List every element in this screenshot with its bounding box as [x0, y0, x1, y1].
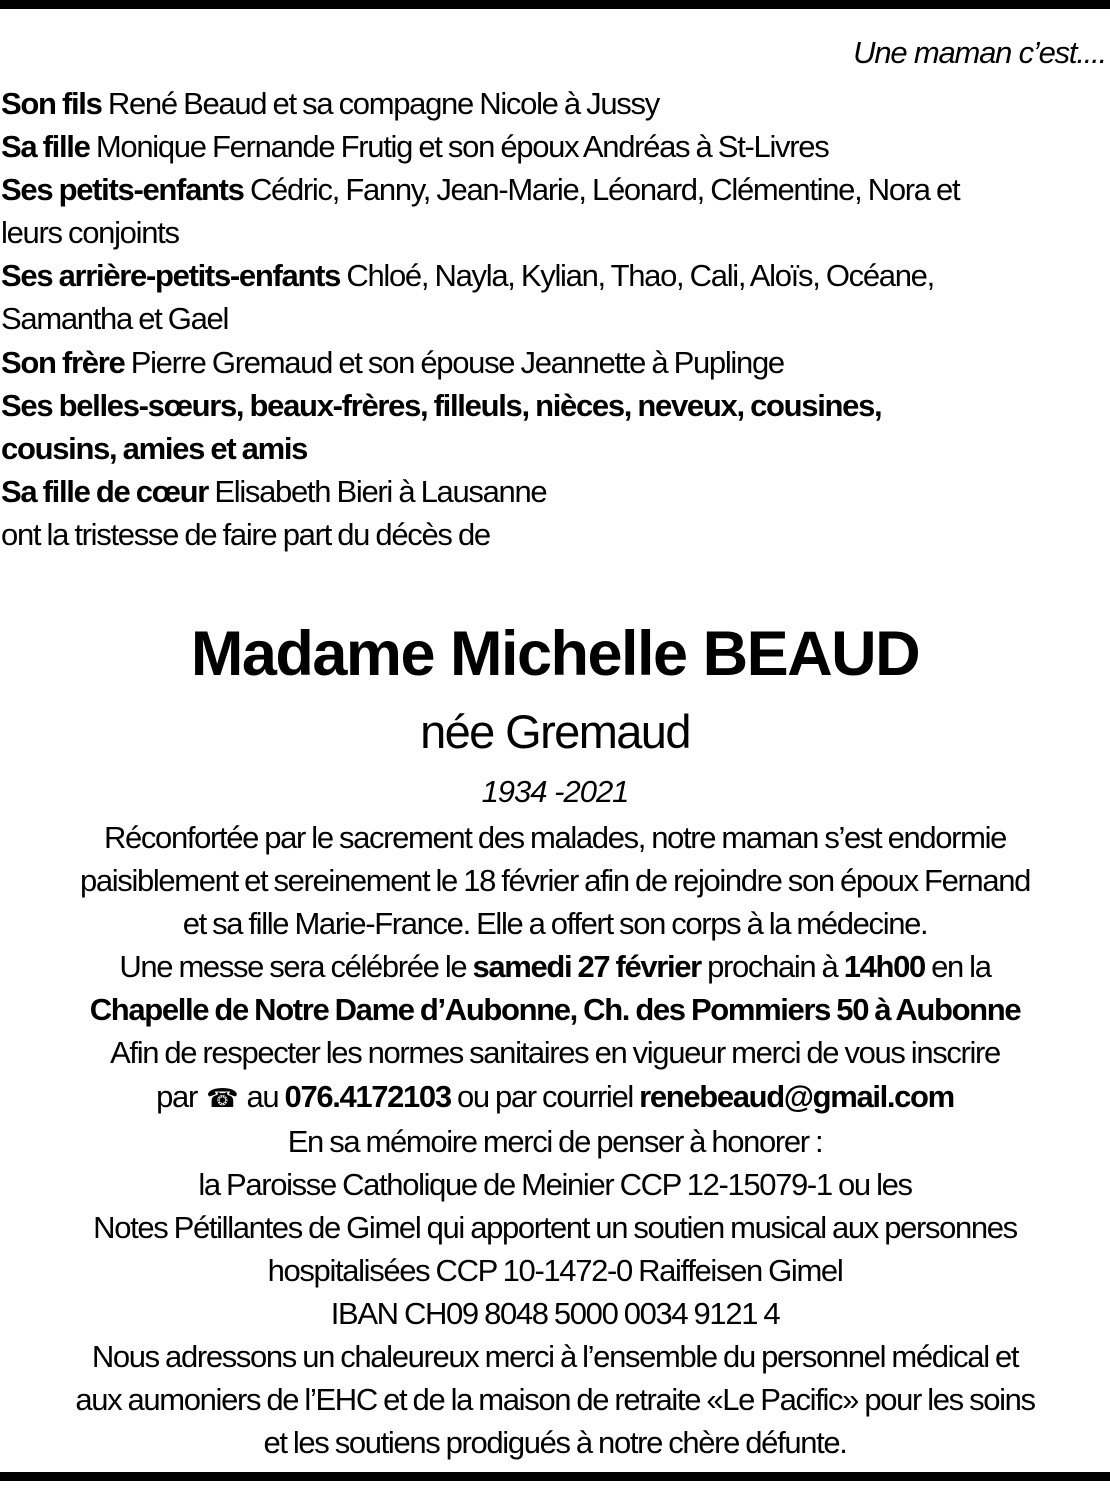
mass-line: Une messe sera célébrée le samedi 27 février prochain à 14h00 en la [119, 949, 991, 985]
family-grandchildren-cont: leurs conjoints [1, 215, 179, 251]
phone-number: 076.4172103 [284, 1078, 451, 1114]
body-line: hospitalisées CCP 10-1472-0 Raiffeisen Gimel [267, 1252, 843, 1288]
maiden-name: née Gremaud [420, 705, 690, 758]
mass-date: samedi 27 février [472, 949, 701, 985]
mass-time: 14h00 [843, 949, 925, 985]
life-years: 1934 -2021 [481, 774, 629, 809]
phone-icon: ☎ [206, 1082, 238, 1113]
family-relatives: Ses belles-sœurs, beaux-frères, filleuls, nièces, neveux, cousines, [1, 387, 882, 423]
iban-line: IBAN CH09 8048 5000 0034 9121 4 [330, 1296, 780, 1332]
deceased-name: Madame Michelle BEAUD [190, 619, 920, 689]
announce-text: ont la tristesse de faire part du décès de [1, 516, 490, 552]
body-line: Afin de respecter les normes sanitaires en vigueur merci de vous inscrire [110, 1035, 1000, 1071]
family-son: Son fils René Beaud et sa compagne Nicole à Jussy [1, 86, 659, 121]
body-line: Réconfortée par le sacrement des malades, notre maman s’est endormie [103, 820, 1007, 855]
body-line: la Paroisse Catholique de Meinier CCP 12-15079-1 ou les [198, 1166, 912, 1202]
family-daughter: Sa fille Monique Fernande Frutig et son époux Andréas à St-Livres [1, 129, 829, 165]
epigraph: Une maman c’est.... [853, 35, 1106, 70]
body-line: En sa mémoire merci de penser à honorer : [287, 1123, 823, 1159]
family-great-grandchildren: Ses arrière-petits-enfants Chloé, Nayla, Kylian, Thao, Cali, Aloïs, Océane, [1, 258, 934, 294]
email-address: renebeaud@gmail.com [639, 1078, 954, 1114]
family-grandchildren: Ses petits-enfants Cédric, Fanny, Jean-Marie, Léonard, Clémentine, Nora et [1, 172, 960, 208]
body-line: aux aumoniers de l’EHC et de la maison de retraite «Le Pacific» pour les soins [75, 1382, 1035, 1418]
body-line: Notes Pétillantes de Gimel qui apportent un soutien musical aux personnes [93, 1209, 1017, 1245]
family-list [1, 82, 1105, 556]
body-line: Nous adressons un chaleureux merci à l’ensemble du personnel médical et [91, 1339, 1019, 1375]
top-rule [0, 0, 1110, 9]
body-line: et les soutiens prodigués à notre chère défunte. [263, 1425, 847, 1461]
family-great-grandchildren-cont: Samantha et Gael [1, 301, 229, 337]
bottom-rule [0, 1472, 1110, 1481]
contact-line: par ☎ au 076.4172103 ou par courriel renebeaud@gmail.com [0, 1075, 1110, 1120]
body-text [0, 816, 1110, 1464]
mass-location: Chapelle de Notre Dame d’Aubonne, Ch. des Pommiers 50 à Aubonne [89, 992, 1021, 1028]
body-line: et sa fille Marie-France. Elle a offert son corps à la médecine. [182, 906, 928, 942]
family-brother: Son frère Pierre Gremaud et son épouse Jeannette à Puplinge [1, 344, 784, 380]
family-relatives-cont: cousins, amies et amis [1, 430, 308, 466]
family-heart-daughter: Sa fille de cœur Elisabeth Bieri à Lausanne [1, 473, 547, 509]
body-line: paisiblement et sereinement le 18 février afin de rejoindre son époux Fernand [79, 863, 1030, 899]
